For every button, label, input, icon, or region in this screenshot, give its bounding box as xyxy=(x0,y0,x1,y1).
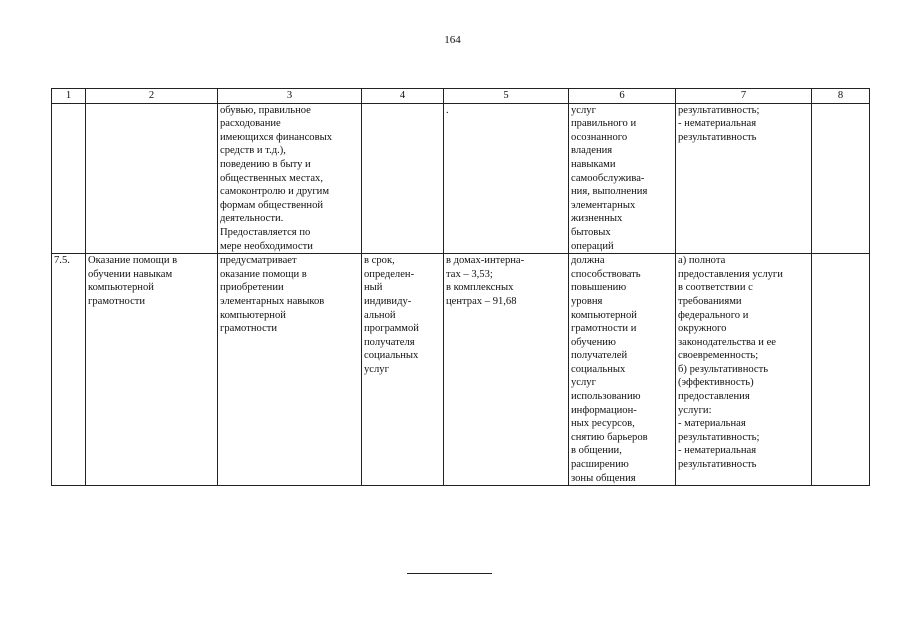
header-col-1: 1 xyxy=(52,89,86,104)
header-col-3: 3 xyxy=(218,89,362,104)
row2-description: предусматривает оказание помощи в приобретении элементарных навыков компьютерной грамотности xyxy=(218,254,362,486)
services-table xyxy=(51,88,870,486)
header-col-6: 6 xyxy=(569,89,676,104)
row2-number: 7.5. xyxy=(52,254,86,486)
row1-col8 xyxy=(812,103,870,254)
header-col-7: 7 xyxy=(676,89,812,104)
header-col-4: 4 xyxy=(362,89,444,104)
row2-service-name: Оказание помощи в обучении навыкам компьютерной грамотности xyxy=(86,254,218,486)
header-col-5: 5 xyxy=(444,89,569,104)
table-row xyxy=(52,254,870,486)
row1-service-name xyxy=(86,103,218,254)
row1-norm: . xyxy=(444,103,569,254)
row1-term xyxy=(362,103,444,254)
footnote-separator xyxy=(407,573,492,574)
row1-number xyxy=(52,103,86,254)
row2-conditions: должна способствовать повышению уровня компьютерной грамотности и обучению получателей социальных услуг использованию информацион- ных ресурсов, снятию барьеров в общении, расширению зоны общения xyxy=(569,254,676,486)
header-col-2: 2 xyxy=(86,89,218,104)
row2-quality-indicators: а) полнота предоставления услуги в соответствии с требованиями федерального и окружного законодательства и ее своевременность; б) результативность (эффективность) предоставления услуги: - материальная результативность; - нематериальная результативность xyxy=(676,254,812,486)
row1-conditions: услуг правильного и осознанного владения навыками самообслужива- ния, выполнения элементарных жизненных бытовых операций xyxy=(569,103,676,254)
row2-norm: в домах-интерна- тах – 3,53; в комплексных центрах – 91,68 xyxy=(444,254,569,486)
row1-description: обувью, правильное расходование имеющихся финансовых средств и т.д.), поведению в быту и общественных местах, самоконтролю и другим формам общественной деятельности. Предоставляется по мере необходимости xyxy=(218,103,362,254)
header-row xyxy=(52,89,870,104)
row1-quality-indicators: результативность; - нематериальная результативность xyxy=(676,103,812,254)
row2-term: в срок, определен- ный индивиду- альной программой получателя социальных услуг xyxy=(362,254,444,486)
header-col-8: 8 xyxy=(812,89,870,104)
table-row xyxy=(52,103,870,254)
page-number: 164 xyxy=(444,34,461,46)
row2-col8 xyxy=(812,254,870,486)
